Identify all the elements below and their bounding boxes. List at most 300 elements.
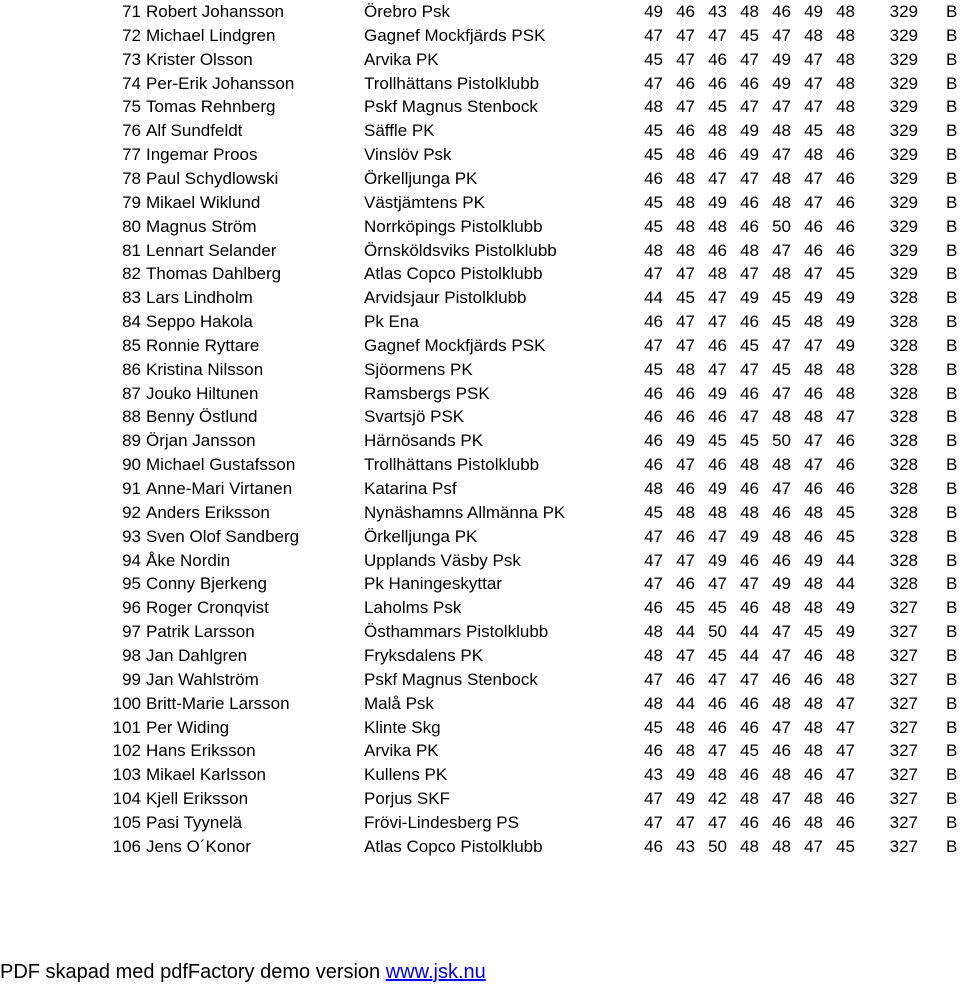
score-cell: 47 [804, 97, 823, 117]
score-cell: 47 [644, 574, 663, 594]
score-cell: 48 [836, 645, 855, 665]
score-cell: 48 [740, 789, 759, 809]
class-cell: B [946, 622, 958, 642]
club-cell: Pk Haningeskyttar [364, 574, 502, 594]
score-cell: 47 [708, 288, 727, 308]
score-cell: 46 [772, 812, 791, 832]
club-cell: Vinslöv Psk [364, 145, 452, 165]
club-cell: Örnsköldsviks Pistolklubb [364, 240, 557, 260]
score-cell: 47 [804, 264, 823, 284]
name-cell: Jan Wahlström [146, 669, 259, 689]
score-cell: 47 [740, 574, 759, 594]
score-cell: 49 [740, 288, 759, 308]
total-cell: 329 [889, 168, 918, 188]
score-cell: 47 [804, 431, 823, 451]
score-cell: 45 [772, 359, 791, 379]
score-cell: 46 [644, 455, 663, 475]
table-row [0, 763, 960, 787]
score-cell: 45 [836, 526, 855, 546]
table-row [0, 334, 960, 358]
score-cell: 46 [740, 812, 759, 832]
score-cell: 48 [836, 97, 855, 117]
table-row [0, 382, 960, 406]
table-row [0, 143, 960, 167]
name-cell: Paul Schydlowski [146, 168, 279, 188]
score-cell: 45 [772, 288, 791, 308]
score-cell: 43 [644, 765, 663, 785]
score-cell: 47 [708, 741, 727, 761]
rank-cell: 84 [122, 312, 141, 332]
score-cell: 46 [836, 192, 855, 212]
table-row [0, 286, 960, 310]
score-cell: 48 [676, 502, 695, 522]
class-cell: B [946, 359, 958, 379]
name-cell: Krister Olsson [146, 49, 253, 69]
club-cell: Fryksdalens PK [364, 645, 484, 665]
score-cell: 45 [644, 192, 663, 212]
pdf-footer [0, 958, 486, 986]
score-cell: 45 [708, 431, 727, 451]
score-cell: 46 [708, 49, 727, 69]
total-cell: 329 [889, 2, 918, 21]
club-cell: Gagnef Mockfjärds PSK [364, 335, 546, 355]
class-cell: B [946, 49, 958, 69]
rank-cell: 106 [112, 836, 141, 856]
total-cell: 328 [889, 359, 918, 379]
score-cell: 48 [644, 97, 663, 117]
table-row [0, 24, 960, 48]
class-cell: B [946, 455, 958, 475]
total-cell: 327 [889, 598, 918, 618]
table-row [0, 739, 960, 763]
table-row [0, 620, 960, 644]
class-cell: B [946, 717, 958, 737]
class-cell: B [946, 598, 958, 618]
score-cell: 46 [740, 479, 759, 498]
rank-cell: 78 [122, 168, 141, 188]
score-cell: 49 [676, 765, 695, 785]
name-cell: Ingemar Proos [146, 145, 258, 165]
table-row [0, 0, 960, 24]
rank-cell: 80 [122, 216, 141, 236]
score-cell: 49 [772, 49, 791, 69]
score-cell: 45 [740, 25, 759, 45]
score-cell: 45 [836, 836, 855, 856]
rank-cell: 88 [122, 407, 141, 427]
score-cell: 49 [708, 192, 727, 212]
class-cell: B [946, 645, 958, 665]
score-cell: 47 [676, 264, 695, 284]
rank-cell: 92 [122, 502, 141, 522]
class-cell: B [946, 789, 958, 809]
score-cell: 47 [708, 312, 727, 332]
table-row [0, 167, 960, 191]
score-cell: 48 [676, 359, 695, 379]
score-cell: 47 [740, 264, 759, 284]
score-cell: 47 [772, 335, 791, 355]
score-cell: 48 [804, 717, 823, 737]
rank-cell: 71 [122, 2, 141, 21]
rank-cell: 96 [122, 598, 141, 618]
table-row [0, 596, 960, 620]
score-cell: 48 [740, 455, 759, 475]
rank-cell: 85 [122, 335, 141, 355]
score-cell: 47 [740, 97, 759, 117]
class-cell: B [946, 288, 958, 308]
name-cell: Benny Östlund [146, 407, 258, 427]
rank-cell: 105 [112, 812, 141, 832]
score-cell: 48 [644, 240, 663, 260]
score-cell: 44 [836, 550, 855, 570]
class-cell: B [946, 407, 958, 427]
class-cell: B [946, 168, 958, 188]
score-cell: 48 [804, 812, 823, 832]
score-cell: 47 [804, 335, 823, 355]
score-cell: 47 [644, 526, 663, 546]
score-cell: 47 [708, 25, 727, 45]
club-cell: Atlas Copco Pistolklubb [364, 836, 543, 856]
score-cell: 48 [740, 240, 759, 260]
score-cell: 46 [644, 407, 663, 427]
name-cell: Hans Eriksson [146, 741, 256, 761]
score-cell: 48 [676, 216, 695, 236]
rank-cell: 89 [122, 431, 141, 451]
table-row [0, 501, 960, 525]
score-cell: 47 [772, 97, 791, 117]
score-cell: 48 [836, 2, 855, 21]
score-cell: 49 [836, 288, 855, 308]
score-cell: 48 [804, 502, 823, 522]
total-cell: 327 [889, 645, 918, 665]
score-cell: 46 [836, 431, 855, 451]
name-cell: Anne-Mari Virtanen [146, 479, 293, 498]
class-cell: B [946, 836, 958, 856]
score-cell: 46 [740, 192, 759, 212]
score-cell: 46 [740, 383, 759, 403]
club-cell: Svartsjö PSK [364, 407, 465, 427]
rank-cell: 94 [122, 550, 141, 570]
table-row [0, 668, 960, 692]
score-cell: 44 [740, 622, 759, 642]
class-cell: B [946, 574, 958, 594]
score-cell: 47 [772, 789, 791, 809]
class-cell: B [946, 2, 958, 21]
score-cell: 50 [708, 836, 727, 856]
name-cell: Per Widing [146, 717, 230, 737]
table-row [0, 239, 960, 263]
score-cell: 45 [644, 145, 663, 165]
club-cell: Frövi-Lindesberg PS [364, 812, 519, 832]
total-cell: 327 [889, 836, 918, 856]
score-cell: 48 [804, 359, 823, 379]
rank-cell: 100 [112, 693, 141, 713]
score-cell: 46 [740, 598, 759, 618]
name-cell: Kristina Nilsson [146, 359, 264, 379]
score-cell: 48 [772, 693, 791, 713]
score-cell: 46 [708, 455, 727, 475]
score-cell: 47 [644, 789, 663, 809]
name-cell: Patrik Larsson [146, 622, 255, 642]
score-cell: 48 [740, 2, 759, 21]
score-cell: 47 [804, 49, 823, 69]
score-cell: 44 [676, 622, 695, 642]
total-cell: 329 [889, 121, 918, 141]
club-cell: Sjöormens PK [364, 359, 473, 379]
name-cell: Michael Lindgren [146, 25, 276, 45]
score-cell: 46 [676, 526, 695, 546]
name-cell: Lennart Selander [146, 240, 277, 260]
score-cell: 48 [676, 145, 695, 165]
score-cell: 46 [804, 526, 823, 546]
name-cell: Pasi Tyynelä [146, 812, 243, 832]
rank-cell: 102 [112, 741, 141, 761]
total-cell: 328 [889, 479, 918, 498]
score-cell: 49 [804, 550, 823, 570]
score-cell: 47 [772, 383, 791, 403]
score-cell: 46 [836, 168, 855, 188]
rank-cell: 75 [122, 97, 141, 117]
score-cell: 45 [804, 622, 823, 642]
club-cell: Örebro Psk [364, 2, 450, 21]
score-cell: 46 [644, 383, 663, 403]
score-cell: 45 [644, 359, 663, 379]
class-cell: B [946, 479, 958, 498]
club-cell: Klinte Skg [364, 717, 441, 737]
score-cell: 45 [644, 216, 663, 236]
rank-cell: 72 [122, 25, 141, 45]
table-row [0, 215, 960, 239]
score-cell: 46 [676, 407, 695, 427]
score-cell: 49 [676, 789, 695, 809]
club-cell: Laholms Psk [364, 598, 462, 618]
name-cell: Michael Gustafsson [146, 455, 296, 475]
class-cell: B [946, 741, 958, 761]
score-cell: 48 [644, 645, 663, 665]
class-cell: B [946, 216, 958, 236]
score-cell: 48 [836, 359, 855, 379]
class-cell: B [946, 502, 958, 522]
score-cell: 47 [740, 168, 759, 188]
club-cell: Västjämtens PK [364, 192, 485, 212]
club-cell: Ramsbergs PSK [364, 383, 490, 403]
table-row [0, 405, 960, 429]
score-cell: 46 [676, 669, 695, 689]
total-cell: 328 [889, 383, 918, 403]
score-cell: 46 [644, 431, 663, 451]
score-cell: 46 [772, 669, 791, 689]
class-cell: B [946, 312, 958, 332]
score-cell: 48 [644, 622, 663, 642]
total-cell: 329 [889, 192, 918, 212]
class-cell: B [946, 240, 958, 260]
score-cell: 47 [804, 73, 823, 93]
class-cell: B [946, 669, 958, 689]
score-cell: 47 [676, 645, 695, 665]
score-cell: 46 [836, 479, 855, 498]
score-cell: 46 [740, 73, 759, 93]
rank-cell: 93 [122, 526, 141, 546]
total-cell: 329 [889, 240, 918, 260]
table-row [0, 477, 960, 501]
score-cell: 46 [740, 717, 759, 737]
total-cell: 328 [889, 526, 918, 546]
footer-link[interactable]: www.jsk.nu [385, 961, 486, 983]
score-cell: 47 [804, 192, 823, 212]
score-cell: 49 [804, 2, 823, 21]
name-cell: Jouko Hiltunen [146, 383, 259, 403]
rank-cell: 77 [122, 145, 141, 165]
rank-cell: 76 [122, 121, 141, 141]
score-cell: 47 [740, 407, 759, 427]
name-cell: Robert Johansson [146, 2, 284, 21]
score-cell: 48 [836, 73, 855, 93]
score-cell: 46 [676, 479, 695, 498]
score-cell: 44 [644, 288, 663, 308]
score-cell: 48 [644, 693, 663, 713]
score-cell: 46 [708, 717, 727, 737]
score-cell: 47 [836, 407, 855, 427]
rank-cell: 86 [122, 359, 141, 379]
score-cell: 47 [644, 550, 663, 570]
score-cell: 46 [836, 812, 855, 832]
club-cell: Kullens PK [364, 765, 448, 785]
club-cell: Härnösands PK [364, 431, 484, 451]
table-row [0, 716, 960, 740]
name-cell: Ronnie Ryttare [146, 335, 260, 355]
total-cell: 329 [889, 264, 918, 284]
table-row [0, 310, 960, 334]
name-cell: Örjan Jansson [146, 431, 256, 451]
score-cell: 47 [676, 455, 695, 475]
name-cell: Lars Lindholm [146, 288, 253, 308]
name-cell: Tomas Rehnberg [146, 97, 276, 117]
name-cell: Alf Sundfeldt [146, 121, 243, 141]
club-cell: Arvidsjaur Pistolklubb [364, 288, 527, 308]
score-cell: 45 [740, 431, 759, 451]
name-cell: Jens O´Konor [146, 836, 251, 856]
rank-cell: 103 [112, 765, 141, 785]
score-cell: 47 [772, 622, 791, 642]
total-cell: 328 [889, 502, 918, 522]
table-row [0, 525, 960, 549]
footer-text: PDF skapad med pdfFactory demo version [0, 961, 386, 983]
score-cell: 47 [772, 645, 791, 665]
club-cell: Arvika PK [364, 49, 439, 69]
class-cell: B [946, 121, 958, 141]
total-cell: 327 [889, 812, 918, 832]
score-cell: 46 [708, 335, 727, 355]
score-cell: 47 [644, 335, 663, 355]
table-row [0, 787, 960, 811]
table-row [0, 549, 960, 573]
rank-cell: 87 [122, 383, 141, 403]
score-cell: 48 [708, 502, 727, 522]
score-cell: 46 [804, 765, 823, 785]
club-cell: Gagnef Mockfjärds PSK [364, 25, 546, 45]
score-cell: 44 [836, 574, 855, 594]
score-cell: 47 [676, 812, 695, 832]
score-cell: 45 [772, 312, 791, 332]
score-cell: 46 [676, 574, 695, 594]
score-cell: 47 [740, 359, 759, 379]
total-cell: 328 [889, 312, 918, 332]
score-cell: 48 [804, 741, 823, 761]
score-cell: 48 [836, 669, 855, 689]
score-cell: 47 [804, 455, 823, 475]
score-cell: 47 [708, 812, 727, 832]
total-cell: 328 [889, 407, 918, 427]
score-cell: 47 [804, 836, 823, 856]
score-cell: 47 [836, 717, 855, 737]
total-cell: 327 [889, 789, 918, 809]
club-cell: Trollhättans Pistolklubb [364, 73, 540, 93]
score-cell: 46 [804, 479, 823, 498]
class-cell: B [946, 264, 958, 284]
score-cell: 48 [676, 741, 695, 761]
score-cell: 49 [772, 73, 791, 93]
class-cell: B [946, 25, 958, 45]
class-cell: B [946, 693, 958, 713]
score-cell: 49 [676, 431, 695, 451]
club-cell: Pk Ena [364, 312, 419, 332]
score-cell: 48 [804, 407, 823, 427]
club-cell: Örkelljunga PK [364, 168, 478, 188]
score-cell: 47 [676, 25, 695, 45]
score-cell: 48 [676, 240, 695, 260]
score-cell: 48 [708, 121, 727, 141]
class-cell: B [946, 765, 958, 785]
score-cell: 48 [708, 216, 727, 236]
score-cell: 47 [836, 741, 855, 761]
score-cell: 46 [740, 312, 759, 332]
table-row [0, 835, 960, 859]
table-row [0, 572, 960, 596]
total-cell: 329 [889, 49, 918, 69]
club-cell: Norrköpings Pistolklubb [364, 216, 543, 236]
score-cell: 48 [676, 168, 695, 188]
table-row [0, 191, 960, 215]
score-cell: 45 [644, 502, 663, 522]
total-cell: 327 [889, 765, 918, 785]
score-cell: 46 [836, 240, 855, 260]
rank-cell: 79 [122, 192, 141, 212]
score-cell: 50 [772, 216, 791, 236]
score-cell: 44 [676, 693, 695, 713]
rank-cell: 98 [122, 645, 141, 665]
score-cell: 49 [804, 288, 823, 308]
score-cell: 48 [804, 25, 823, 45]
score-cell: 47 [644, 264, 663, 284]
score-cell: 45 [644, 49, 663, 69]
score-cell: 45 [740, 741, 759, 761]
club-cell: Trollhättans Pistolklubb [364, 455, 540, 475]
total-cell: 327 [889, 741, 918, 761]
total-cell: 328 [889, 335, 918, 355]
score-cell: 46 [676, 383, 695, 403]
name-cell: Mikael Karlsson [146, 765, 266, 785]
rank-cell: 90 [122, 455, 141, 475]
table-row [0, 644, 960, 668]
table-row [0, 262, 960, 286]
name-cell: Anders Eriksson [146, 502, 270, 522]
score-cell: 47 [708, 359, 727, 379]
score-cell: 48 [676, 192, 695, 212]
score-cell: 45 [644, 121, 663, 141]
score-cell: 44 [740, 645, 759, 665]
score-cell: 49 [836, 335, 855, 355]
score-cell: 45 [708, 97, 727, 117]
score-cell: 48 [772, 836, 791, 856]
